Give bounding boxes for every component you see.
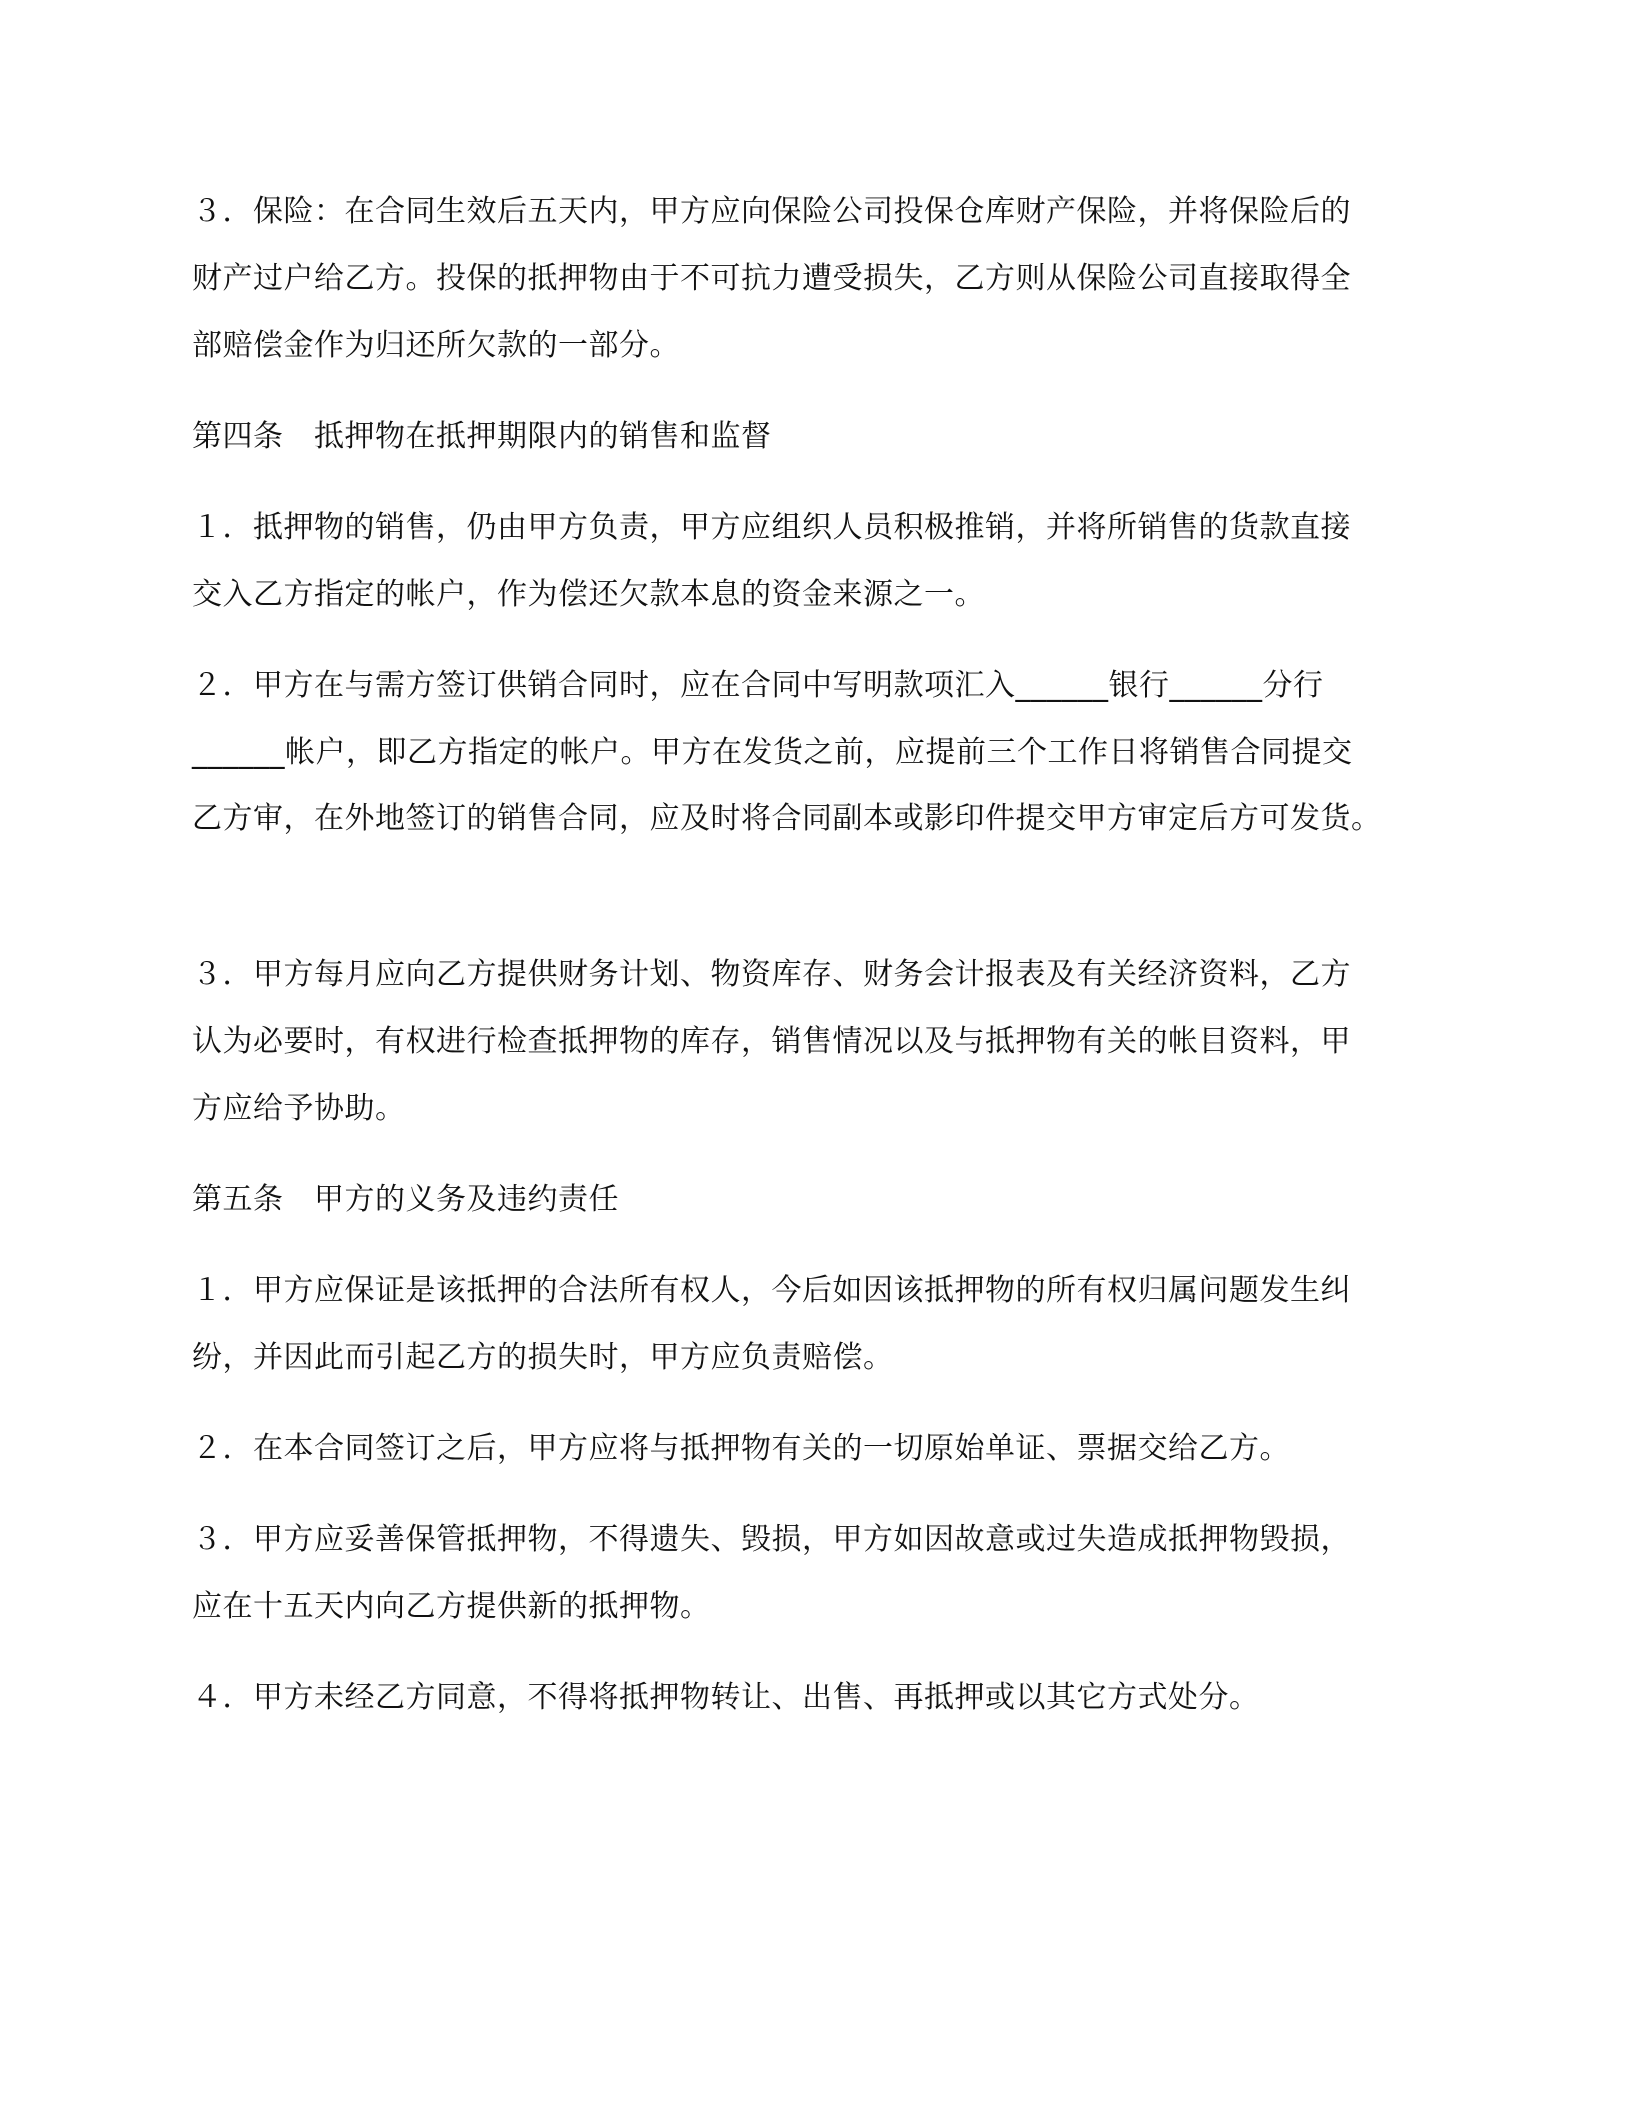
article-5-item-1-line-2: 纷，并因此而引起乙方的损失时，甲方应负责赔偿。: [192, 1340, 894, 1375]
article-4-item-1-line-2: 交入乙方指定的帐户，作为偿还欠款本息的资金来源之一。: [192, 577, 985, 612]
article-4-heading: 第四条 抵押物在抵押期限内的销售和监督: [192, 419, 772, 454]
article-4-item-1-line-1: １．抵押物的销售，仍由甲方负责，甲方应组织人员积极推销，并将所销售的货款直接: [192, 510, 1351, 545]
article-5-item-4-line-1: ４．甲方未经乙方同意，不得将抵押物转让、出售、再抵押或以其它方式处分。: [192, 1680, 1260, 1715]
article-4-item-3-line-2: 认为必要时，有权进行检查抵押物的库存，销售情况以及与抵押物有关的帐目资料，甲: [192, 1024, 1351, 1059]
article-5-heading: 第五条 甲方的义务及违约责任: [192, 1182, 619, 1217]
article-5-item-2-line-1: ２．在本合同签订之后，甲方应将与抵押物有关的一切原始单证、票据交给乙方。: [192, 1431, 1290, 1466]
insurance-clause-line-2: 财产过户给乙方。投保的抵押物由于不可抗力遭受损失，乙方则从保险公司直接取得全: [192, 261, 1351, 296]
article-5-item-3-line-2: 应在十五天内向乙方提供新的抵押物。: [192, 1589, 711, 1624]
article-4-item-2-line-2: ______帐户，即乙方指定的帐户。甲方在发货之前，应提前三个工作日将销售合同提交: [192, 735, 1353, 770]
article-4-item-2-line-3: 乙方审，在外地签订的销售合同，应及时将合同副本或影印件提交甲方审定后方可发货。: [192, 801, 1382, 836]
insurance-clause-line-1: ３．保险：在合同生效后五天内，甲方应向保险公司投保仓库财产保险，并将保险后的: [192, 194, 1351, 229]
article-5-item-1-line-1: １．甲方应保证是该抵押的合法所有权人，今后如因该抵押物的所有权归属问题发生纠: [192, 1273, 1351, 1308]
insurance-clause-line-3: 部赔偿金作为归还所欠款的一部分。: [192, 328, 680, 363]
article-4-item-3-line-3: 方应给予协助。: [192, 1091, 406, 1126]
article-4-item-2-line-1: ２．甲方在与需方签订供销合同时，应在合同中写明款项汇入______银行______分行: [192, 668, 1324, 703]
article-4-item-3-line-1: ３．甲方每月应向乙方提供财务计划、物资库存、财务会计报表及有关经济资料，乙方: [192, 957, 1351, 992]
article-5-item-3-line-1: ３．甲方应妥善保管抵押物，不得遗失、毁损，甲方如因故意或过失造成抵押物毁损，: [192, 1522, 1351, 1557]
